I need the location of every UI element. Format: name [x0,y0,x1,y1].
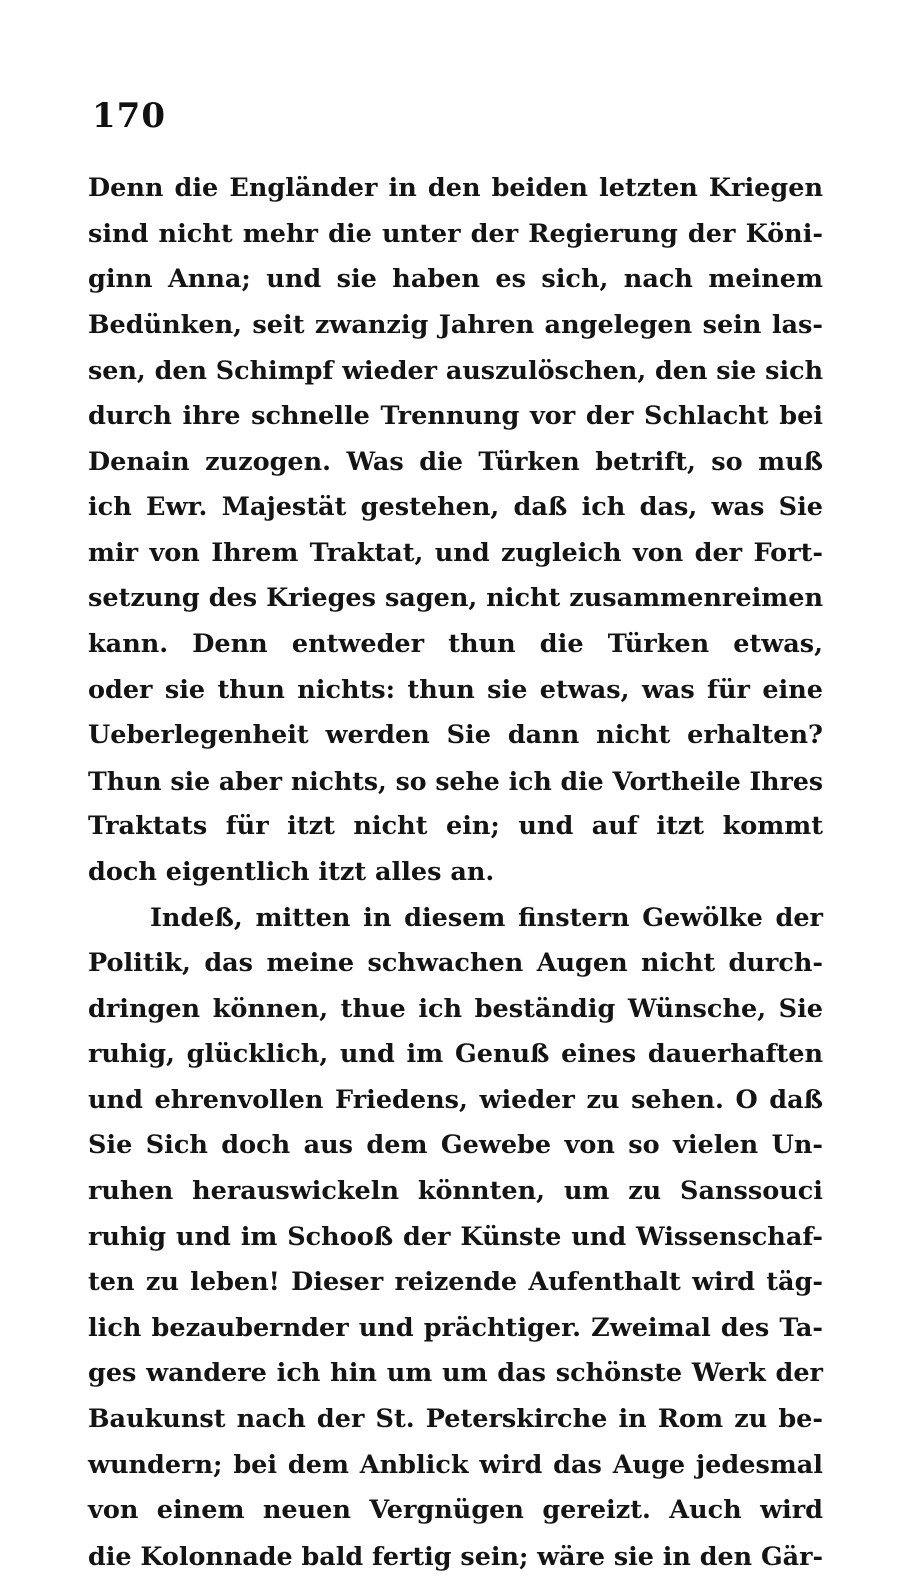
text-line: Traktats für itzt nicht ein; und auf itzt kommt [88,804,823,850]
page-number: 170 [92,96,166,136]
text-line: ruhig, glücklich, und im Genuß eines dauerhaften [88,1032,823,1078]
text-line: kann. Denn entweder thun die Türken etwas, [88,622,823,668]
text-line: mir von Ihrem Traktat, und zugleich von der Fort- [88,531,823,577]
text-line: doch eigentlich itzt alles an. [88,850,823,896]
text-line: Indeß, mitten in diesem finstern Gewölke der [88,896,823,942]
text-line: und ehrenvollen Friedens, wieder zu sehen. O daß [88,1078,823,1124]
text-line: Sie Sich doch aus dem Gewebe von so vielen Un- [88,1123,823,1169]
text-line: durch ihre schnelle Trennung vor der Schlacht bei [88,394,823,440]
text-line: Ueberlegenheit werden Sie dann nicht erhalten? [88,713,823,759]
text-line: sen, den Schimpf wieder auszulöschen, den sie sich [88,348,823,394]
text-line: Thun sie aber nichts, so sehe ich die Vortheile Ihres [88,759,823,805]
text-line: die Kolonnade bald fertig sein; wäre sie in den Gär- [88,1534,823,1579]
text-line: Politik, das meine schwachen Augen nicht durch- [88,941,823,987]
text-line: ten zu leben! Dieser reizende Aufenthalt wird täg- [88,1260,823,1306]
text-line: dringen können, thue ich beständig Wünsche, Sie [88,987,823,1033]
text-line: ruhig und im Schooß der Künste und Wissenschaf- [88,1215,823,1261]
text-line: sind nicht mehr die unter der Regierung der Köni- [88,212,823,258]
text-line: lich bezaubernder und prächtiger. Zweimal des Ta- [88,1306,823,1352]
text-line: ruhen herauswickeln könnten, um zu Sanssouci [88,1169,823,1215]
paragraph-2 [88,896,823,1579]
text-line: oder sie thun nichts: thun sie etwas, was für eine [88,668,823,714]
text-line: von einem neuen Vergnügen gereizt. Auch wird [88,1488,823,1534]
text-line: setzung des Krieges sagen, nicht zusammenreimen [88,576,823,622]
text-line: ich Ewr. Majestät gestehen, daß ich das, was Sie [88,485,823,531]
text-line: Baukunst nach der St. Peterskirche in Rom zu be- [88,1397,823,1443]
paragraph-1 [88,166,823,896]
text-line: Bedünken, seit zwanzig Jahren angelegen sein las- [88,303,823,349]
body-text [88,166,823,1579]
text-line: wundern; bei dem Anblick wird das Auge jedesmal [88,1443,823,1489]
text-line: ginn Anna; und sie haben es sich, nach meinem [88,257,823,303]
text-line: Denn die Engländer in den beiden letzten Kriegen [88,166,823,212]
text-line: Denain zuzogen. Was die Türken betrift, so muß [88,440,823,486]
text-line: ges wandere ich hin um um das schönste Werk der [88,1351,823,1397]
